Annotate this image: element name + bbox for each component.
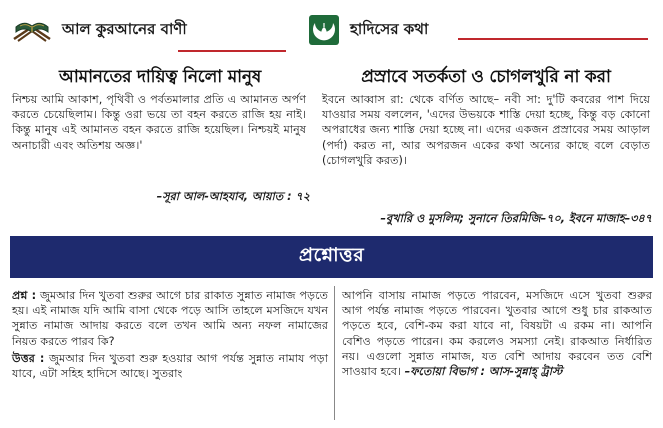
qa-credit: –ফতোয়া বিভাগ : আস-সুন্নাহ্ ট্রাস্ট [404,365,563,379]
hadis-section-header-label: হাদিসের কথা [350,19,429,38]
answer-label: উত্তর : [12,351,45,365]
qa-answer [12,351,328,381]
mosque-crescent-icon [308,14,340,46]
qa-banner-title: প্রশ্নোত্তর [298,244,365,266]
quran-book-on-stand-icon [10,15,54,45]
hadis-header-rule [458,38,648,40]
hadis-section-header [308,12,648,48]
quran-article-body [12,92,306,153]
answer-continued-text: আপনি বাসায় নামাজ পড়তে পারবেন, মসজিদে এসে খুতবা শুরুর আগ পর্যন্ত নামাজ পড়তে পারবেন। খুতবার আগে শুধু চার রাকআত পড়তে হবে, বেশি-কম করা যাবে না, বিষয়টা এ রকম না। আপনি বেশিও পড়তে পারেন। কম করলেও সমস্যা নেই। রাকআত নির্ধারিত নয়। এগুলো সুন্নাত নামাজ, যত বেশি আদায় করবেন তত বেশি সাওয়াব হবে। [342,289,652,379]
qa-banner [10,236,653,278]
quran-citation: –সূরা আল-আহযাব, আয়াত : ৭২ [156,190,310,203]
hadis-article-text: ইবনে আব্বাস রা: থেকে বর্ণিত আছে– নবী সা: দু'টি কবরের পাশ দিয়ে যাওয়ার সময় বললেন, 'এদের উভয়কে শাস্তি দেয়া হচ্ছে, কিন্তু বড় কোনো অপরাধের জন্য শাস্তি দেয়া হচ্ছে না। এদের একজন প্রস্রাবের সময় আড়াল (পর্দা) করত না, আর অপরজন একের কথা অন্যের কাছে বলে বেড়াত (চোগলখুরি করত)। [322,93,650,167]
answer-continued [342,288,652,379]
question-text: জুমআর দিন খুতবা শুরুর আগে চার রাকাত সুন্নাত নামাজ পড়তে হয়। এই নামাজ যদি আমি বাসা থেকে পড়ে আসি তাহলে মসজিদে যখন সুন্নাত নামাজ আদায় করতে বলে তখন আমি অন্য নফল নামাজের নিয়ত করতে পারব কি? [12,289,328,348]
answer-text: জুমআর দিন খুতবা শুরু হওয়ার আগ পর্যন্ত সুন্নাত নামায পড়া যাবে, এটা সহিহ হাদিসে আছে। সুতরাং [12,351,328,381]
qa-right-column [342,288,652,379]
qa-column-divider [334,286,335,420]
qa-left-column [12,288,328,381]
hadis-article-title: প্রস্রাবে সতর্কতা ও চোগলখুরি না করা [361,67,611,87]
question-label: প্রশ্ন : [12,289,37,302]
hadis-citation: –বুখারি ও মুসলিম; সুনানে তিরমিজি–৭০, ইবনে মাজাহ–৩৪৭ [380,212,652,225]
hadis-article-body [322,92,650,168]
quran-section-header-label: আল কুরআনের বাণী [62,19,187,38]
quran-article-title: আমানতের দায়িত্ব নিলো মানুষ [59,67,261,87]
quran-article-text: নিশ্চয় আমি আকাশ, পৃথিবী ও পর্বতমালার প্রতি এ আমানত অর্পণ করতে চেয়েছিলাম। কিন্তু ওরা ভয়ে তা বহন করতে রাজি হয় নাই। কিন্তু মানুষ এই আমানত বহন করতে রাজি হয়েছিল। নিশ্চয়ই মানুষ অনাচারী এবং অতিশয় অজ্ঞ।' [12,93,306,152]
quran-header-rule [178,50,286,52]
quran-section-header [10,12,310,48]
qa-question [12,288,328,349]
